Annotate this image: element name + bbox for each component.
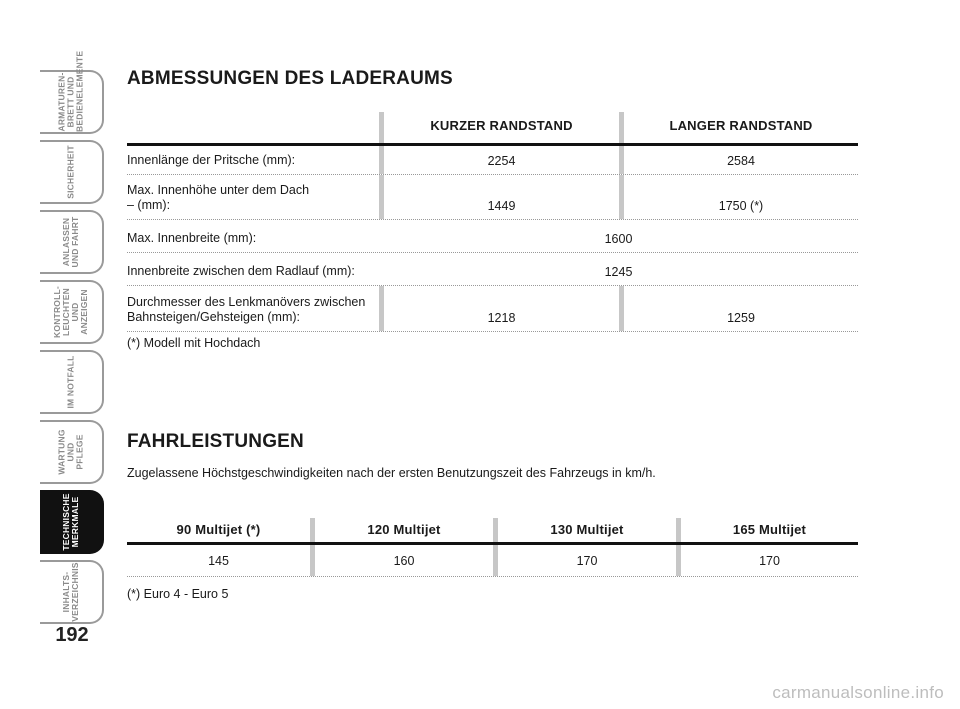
watermark: carmanualsonline.info [772,683,944,702]
header-long-wheelbase: LANGER RANDSTAND [669,118,813,133]
tab-armaturenbrett[interactable] [40,50,104,134]
tab-label: KONTROLL- LEUCHTEN UND ANZEIGEN [52,286,89,338]
value-short: 1449 [487,199,516,213]
tab-label: INHALTS- VERZEICHNIS [61,562,80,622]
table-row [127,286,858,332]
speed-value: 145 [208,554,229,568]
value-short: 1218 [487,311,516,325]
cargo-table [127,112,858,332]
value-merged: 1245 [604,265,633,279]
tab-wartung[interactable] [40,420,104,484]
tab-label: IM NOTFALL [65,355,76,409]
cargo-footnote: (*) Modell mit Hochdach [127,336,261,350]
value-short: 2254 [487,154,516,168]
header-165-multijet: 165 Multijet [732,522,807,537]
page-number: 192 [55,624,89,646]
value-long: 2584 [727,154,755,168]
performance-footnote: (*) Euro 4 - Euro 5 [127,587,229,601]
value-long: 1750 (*) [718,199,764,213]
tab-technische-merkmale[interactable] [40,490,104,554]
row-label: Innenlänge der Pritsche (mm): [127,153,296,167]
header-short-wheelbase: KURZER RANDSTAND [430,118,573,133]
row-label: Innenbreite zwischen dem Radlauf (mm): [127,264,355,278]
tab-label: WARTUNG UND PFLEGE [56,429,85,475]
tab-inhaltsverzeichnis[interactable] [40,560,104,624]
table-header [127,112,858,146]
section-title-cargo: ABMESSUNGEN DES LADERAUMS [127,68,453,89]
speed-value: 170 [759,554,780,568]
tab-sicherheit[interactable] [40,140,104,204]
tab-im-notfall[interactable] [40,350,104,414]
table-row [127,220,858,253]
row-label: Max. Innenbreite (mm): [127,231,257,245]
header-120-multijet: 120 Multijet [367,522,441,537]
performance-table [127,518,858,577]
table-row [127,175,858,220]
performance-intro: Zugelassene Höchstgeschwindigkeiten nach der ersten Benutzungszeit des Fahrzeugs in km/h. [127,466,656,480]
header-90-multijet: 90 Multijet (*) [176,522,261,537]
value-long: 1259 [727,311,755,325]
table-row [127,146,858,175]
speed-value: 170 [576,554,598,568]
tab-kontrollleuchten[interactable] [40,280,104,344]
tab-anlassen[interactable] [40,210,104,274]
header-130-multijet: 130 Multijet [550,522,624,537]
tab-label: SICHERHEIT [65,145,76,199]
table-row [127,545,858,577]
table-row [127,253,858,286]
section-title-performance: FAHRLEISTUNGEN [127,431,304,452]
tab-label: ANLASSEN UND FAHRT [61,216,80,268]
value-merged: 1600 [604,232,633,246]
speed-value: 160 [393,554,415,568]
table-header [127,518,858,545]
row-label: Durchmesser des Lenkmanövers zwischen Bahnsteigen/Gehsteigen (mm): [127,295,366,324]
row-label: Max. Innenhöhe unter dem Dach – (mm): [127,183,310,212]
tab-label: ARMATUREN- BRETT UND BEDIENELEMENTE [56,50,85,132]
tab-label: TECHNISCHE MERKMALE [61,493,80,551]
